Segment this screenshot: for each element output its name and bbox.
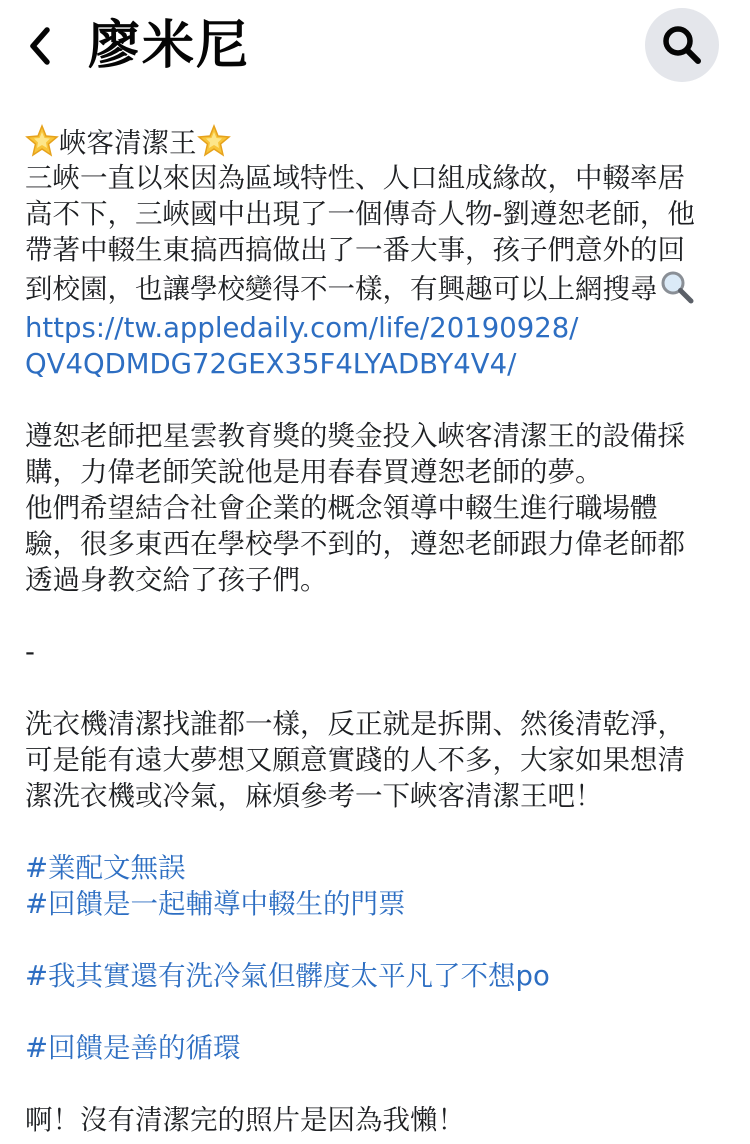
paragraph-line: 購，力偉老師笑說他是用春春買遵恕老師的夢。 (25, 456, 603, 488)
hashtag-link[interactable]: #業配文無誤 (25, 852, 186, 884)
hashtag-link[interactable]: #我其實還有洗冷氣但髒度太平凡了不想po (25, 960, 550, 992)
article-link[interactable]: https://tw.appledaily.com/life/20190928/ (25, 312, 579, 344)
post-heading: 峽客清潔王 (59, 127, 197, 159)
top-bar (0, 0, 750, 100)
paragraph-line: 透過身教交給了孩子們。 (25, 564, 328, 596)
page-title: 廖米尼 (88, 16, 251, 76)
paragraph-line: 驗，很多東西在學校學不到的，遵恕老師跟力偉老師都 (25, 528, 685, 560)
chevron-left-icon (27, 26, 53, 66)
paragraph-line: 潔洗衣機或冷氣，麻煩參考一下峽客清潔王吧！ (25, 780, 603, 812)
paragraph-line: 他們希望結合社會企業的概念領導中輟生進行職場體 (25, 492, 658, 524)
closing-line: 啊！沒有清潔完的照片是因為我懶！ (25, 1104, 465, 1136)
hashtag-link[interactable]: #回饋是一起輔導中輟生的門票 (25, 888, 406, 920)
paragraph-text: 到校園，也讓學校變得不一樣，有興趣可以上網搜尋 (25, 273, 658, 305)
hashtag-link[interactable]: #回饋是善的循環 (25, 1032, 241, 1064)
paragraph-line: 可是能有遠大夢想又願意實踐的人不多，大家如果想清 (25, 744, 685, 776)
search-icon (660, 23, 704, 67)
paragraph-line: 三峽一直以來因為區域特性、人口組成緣故，中輟率居 (25, 162, 685, 194)
paragraph-line: 洗衣機清潔找誰都一樣，反正就是拆開、然後清乾淨， (25, 708, 685, 740)
paragraph-line: 高不下，三峽國中出現了一個傳奇人物-劉遵恕老師，他 (25, 198, 695, 230)
article-link[interactable]: QV4QDMDG72GEX35F4LYADBY4V4/ (25, 348, 517, 380)
paragraph-line: 遵恕老師把星雲教育獎的獎金投入峽客清潔王的設備採 (25, 420, 685, 452)
magnifying-glass-icon (660, 270, 694, 313)
search-button[interactable] (645, 8, 719, 82)
post-heading-line (25, 124, 730, 160)
paragraph-line (25, 268, 730, 310)
post-body (25, 124, 730, 1138)
paragraph-line: 帶著中輟生東搞西搞做出了一番大事，孩子們意外的回 (25, 234, 685, 266)
back-button[interactable] (20, 24, 60, 68)
separator-dash: - (25, 636, 35, 668)
